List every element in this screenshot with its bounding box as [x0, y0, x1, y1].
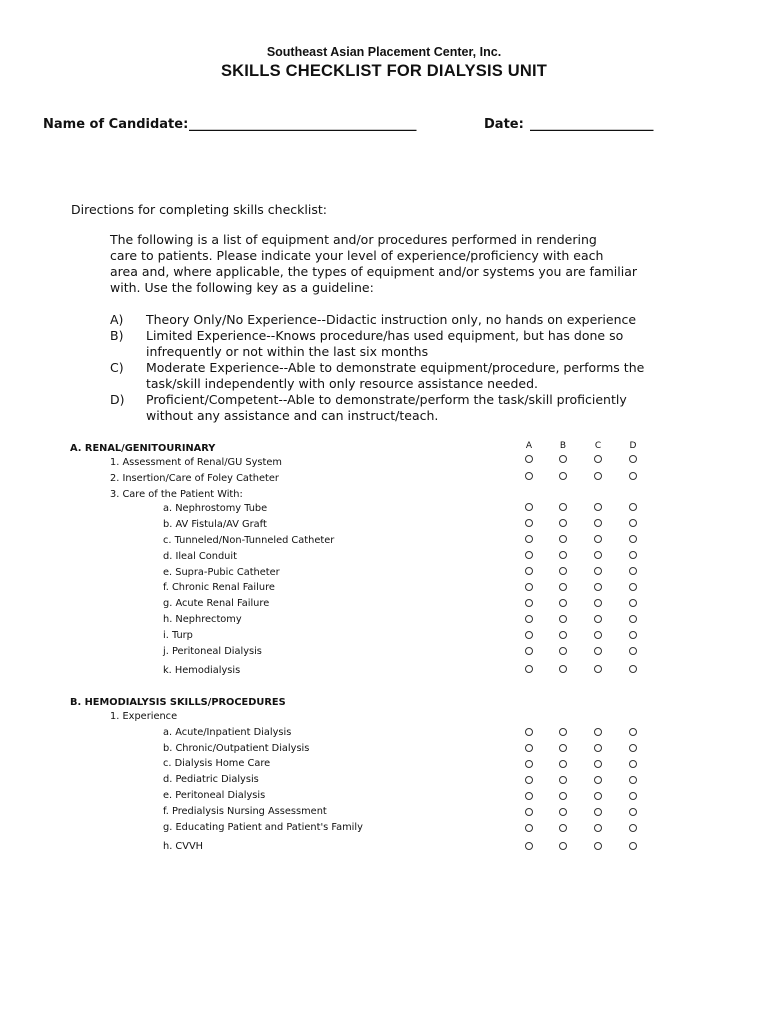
proficiency-radio-a[interactable]: [525, 842, 533, 850]
checklist-item-label: 1. Assessment of Renal/GU System: [110, 457, 282, 468]
proficiency-radio-d[interactable]: [629, 808, 637, 816]
checklist-item-label: f. Predialysis Nursing Assessment: [163, 806, 327, 817]
proficiency-radio-d[interactable]: [629, 792, 637, 800]
proficiency-radio-a[interactable]: [525, 665, 533, 673]
key-letter: D): [110, 392, 125, 407]
proficiency-radio-b[interactable]: [559, 728, 567, 736]
checklist-item-label: j. Peritoneal Dialysis: [163, 646, 262, 657]
checklist-item-label: e. Supra-Pubic Catheter: [163, 567, 280, 578]
proficiency-radio-d[interactable]: [629, 824, 637, 832]
proficiency-radio-c[interactable]: [594, 808, 602, 816]
proficiency-radio-b[interactable]: [559, 519, 567, 527]
proficiency-radio-a[interactable]: [525, 647, 533, 655]
section-title: B. HEMODIALYSIS SKILLS/PROCEDURES: [70, 697, 286, 708]
proficiency-radio-c[interactable]: [594, 567, 602, 575]
proficiency-radio-a[interactable]: [525, 744, 533, 752]
proficiency-radio-a[interactable]: [525, 567, 533, 575]
proficiency-radio-a[interactable]: [525, 760, 533, 768]
directions-heading: Directions for completing skills checklist:: [71, 202, 327, 217]
proficiency-radio-a[interactable]: [525, 776, 533, 784]
proficiency-radio-b[interactable]: [559, 472, 567, 480]
proficiency-radio-d[interactable]: [629, 665, 637, 673]
proficiency-radio-d[interactable]: [629, 842, 637, 850]
checklist-item-label: g. Acute Renal Failure: [163, 598, 270, 609]
proficiency-radio-d[interactable]: [629, 535, 637, 543]
proficiency-radio-d[interactable]: [629, 551, 637, 559]
proficiency-radio-d[interactable]: [629, 760, 637, 768]
checklist-item-label: c. Tunneled/Non-Tunneled Catheter: [163, 535, 335, 546]
proficiency-radio-a[interactable]: [525, 615, 533, 623]
proficiency-radio-a[interactable]: [525, 583, 533, 591]
checklist-item-label: f. Chronic Renal Failure: [163, 582, 275, 593]
key-description: without any assistance and can instruct/teach.: [146, 408, 439, 423]
checklist-item-label: h. CVVH: [163, 841, 204, 852]
key-description: infrequently or not within the last six months: [146, 344, 429, 359]
proficiency-radio-d[interactable]: [629, 647, 637, 655]
proficiency-radio-d[interactable]: [629, 776, 637, 784]
proficiency-radio-d[interactable]: [629, 583, 637, 591]
key-description: Moderate Experience--Able to demonstrate equipment/procedure, performs the: [146, 360, 645, 375]
proficiency-radio-c[interactable]: [594, 583, 602, 591]
checklist-item-label: 2. Insertion/Care of Foley Catheter: [110, 473, 279, 484]
proficiency-radio-d[interactable]: [629, 744, 637, 752]
proficiency-radio-b[interactable]: [559, 503, 567, 511]
organization-name: Southeast Asian Placement Center, Inc.: [266, 45, 502, 59]
proficiency-radio-a[interactable]: [525, 824, 533, 832]
proficiency-radio-b[interactable]: [559, 665, 567, 673]
proficiency-radio-c[interactable]: [594, 665, 602, 673]
proficiency-radio-c[interactable]: [594, 760, 602, 768]
proficiency-radio-c[interactable]: [594, 744, 602, 752]
proficiency-radio-d[interactable]: [629, 615, 637, 623]
checklist-item-label: 1. Experience: [110, 711, 178, 722]
proficiency-radio-c[interactable]: [594, 792, 602, 800]
proficiency-radio-b[interactable]: [559, 824, 567, 832]
proficiency-radio-c[interactable]: [594, 728, 602, 736]
proficiency-radio-b[interactable]: [559, 808, 567, 816]
checklist-item-label: a. Acute/Inpatient Dialysis: [163, 727, 292, 738]
proficiency-radio-c[interactable]: [594, 535, 602, 543]
date-label: Date:: [484, 117, 524, 132]
proficiency-radio-c[interactable]: [594, 631, 602, 639]
proficiency-radio-b[interactable]: [559, 455, 567, 463]
proficiency-radio-a[interactable]: [525, 503, 533, 511]
proficiency-radio-a[interactable]: [525, 792, 533, 800]
checklist-item-label: a. Nephrostomy Tube: [163, 503, 268, 514]
section-title: A. RENAL/GENITOURINARY: [70, 443, 216, 454]
proficiency-radio-a[interactable]: [525, 631, 533, 639]
checklist-item-label: k. Hemodialysis: [163, 665, 241, 676]
proficiency-radio-d[interactable]: [629, 567, 637, 575]
proficiency-radio-c[interactable]: [594, 472, 602, 480]
proficiency-radio-a[interactable]: [525, 551, 533, 559]
key-description: Limited Experience--Knows procedure/has used equipment, but has done so: [146, 328, 624, 343]
proficiency-radio-b[interactable]: [559, 615, 567, 623]
proficiency-radio-a[interactable]: [525, 599, 533, 607]
checklist-item-label: d. Ileal Conduit: [163, 551, 237, 562]
proficiency-radio-b[interactable]: [559, 744, 567, 752]
candidate-name-line[interactable]: ___________________________________: [189, 117, 417, 132]
proficiency-radio-b[interactable]: [559, 760, 567, 768]
key-letter: A): [110, 312, 124, 327]
proficiency-radio-d[interactable]: [629, 728, 637, 736]
proficiency-radio-a[interactable]: [525, 808, 533, 816]
page-title: SKILLS CHECKLIST FOR DIALYSIS UNIT: [220, 62, 548, 80]
proficiency-radio-a[interactable]: [525, 519, 533, 527]
proficiency-radio-b[interactable]: [559, 776, 567, 784]
column-header-d: D: [629, 441, 637, 451]
directions-line: The following is a list of equipment and/or procedures performed in rendering: [110, 232, 597, 247]
proficiency-radio-d[interactable]: [629, 455, 637, 463]
proficiency-radio-a[interactable]: [525, 535, 533, 543]
proficiency-radio-b[interactable]: [559, 599, 567, 607]
proficiency-radio-b[interactable]: [559, 583, 567, 591]
directions-line: care to patients. Please indicate your level of experience/proficiency with each: [110, 248, 604, 263]
proficiency-radio-b[interactable]: [559, 535, 567, 543]
proficiency-radio-c[interactable]: [594, 615, 602, 623]
key-letter: C): [110, 360, 124, 375]
proficiency-radio-b[interactable]: [559, 842, 567, 850]
proficiency-radio-c[interactable]: [594, 824, 602, 832]
column-header-a: A: [525, 441, 533, 451]
checklist-item-label: 3. Care of the Patient With:: [110, 489, 243, 500]
proficiency-radio-a[interactable]: [525, 728, 533, 736]
proficiency-radio-d[interactable]: [629, 631, 637, 639]
column-header-c: C: [594, 441, 602, 451]
checklist-item-label: e. Peritoneal Dialysis: [163, 790, 266, 801]
proficiency-radio-b[interactable]: [559, 792, 567, 800]
proficiency-radio-a[interactable]: [525, 472, 533, 480]
proficiency-radio-c[interactable]: [594, 551, 602, 559]
proficiency-radio-d[interactable]: [629, 503, 637, 511]
directions-paragraph: [110, 232, 637, 296]
candidate-name-label: Name of Candidate:: [43, 117, 189, 132]
checklist-item-label: i. Turp: [163, 630, 193, 641]
key-description: task/skill independently with only resource assistance needed.: [146, 376, 538, 391]
proficiency-radio-d[interactable]: [629, 599, 637, 607]
checklist-item-label: h. Nephrectomy: [163, 614, 242, 625]
proficiency-radio-c[interactable]: [594, 503, 602, 511]
proficiency-radio-b[interactable]: [559, 567, 567, 575]
proficiency-radio-d[interactable]: [629, 472, 637, 480]
column-header-b: B: [559, 441, 567, 451]
proficiency-radio-b[interactable]: [559, 551, 567, 559]
proficiency-radio-c[interactable]: [594, 519, 602, 527]
checklist-item-label: b. AV Fistula/AV Graft: [163, 519, 267, 530]
checklist-item-label: g. Educating Patient and Patient's Family: [163, 822, 363, 833]
checklist-item-label: d. Pediatric Dialysis: [163, 774, 259, 785]
directions-line: with. Use the following key as a guideline:: [110, 280, 374, 295]
checklist-item-label: c. Dialysis Home Care: [163, 758, 271, 769]
proficiency-radio-c[interactable]: [594, 455, 602, 463]
directions-line: area and, where applicable, the types of equipment and/or systems you are familiar: [110, 264, 638, 279]
proficiency-radio-c[interactable]: [594, 842, 602, 850]
proficiency-radio-a[interactable]: [525, 455, 533, 463]
key-description: Proficient/Competent--Able to demonstrate/perform the task/skill proficiently: [146, 392, 627, 407]
proficiency-radio-c[interactable]: [594, 776, 602, 784]
proficiency-radio-d[interactable]: [629, 519, 637, 527]
checklist-item-label: b. Chronic/Outpatient Dialysis: [163, 743, 310, 754]
proficiency-radio-b[interactable]: [559, 647, 567, 655]
date-line[interactable]: ___________________: [530, 117, 654, 132]
proficiency-radio-c[interactable]: [594, 599, 602, 607]
key-description: Theory Only/No Experience--Didactic instruction only, no hands on experience: [146, 312, 637, 327]
proficiency-radio-c[interactable]: [594, 647, 602, 655]
key-letter: B): [110, 328, 124, 343]
proficiency-radio-b[interactable]: [559, 631, 567, 639]
